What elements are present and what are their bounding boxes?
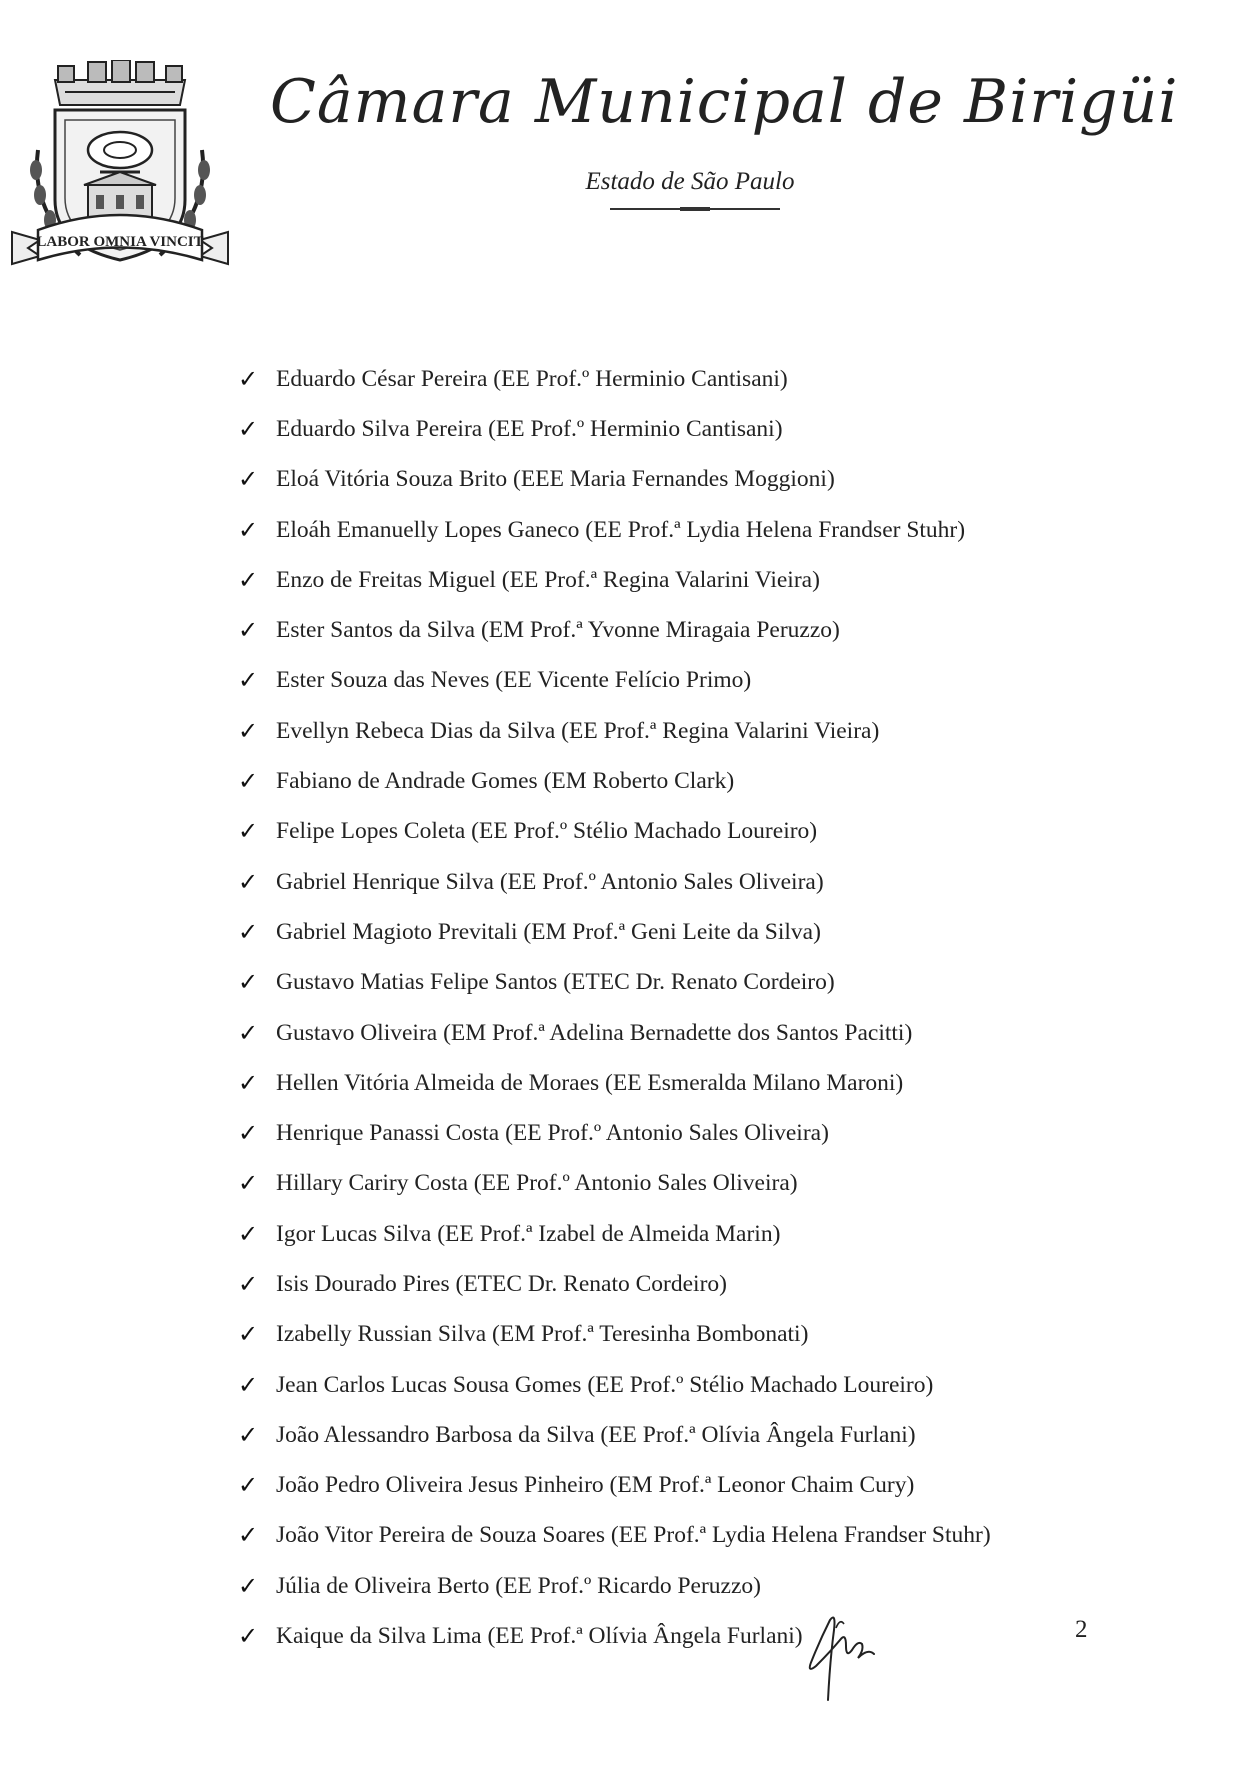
list-item	[238, 505, 991, 555]
student-entry-text: Enzo de Freitas Miguel (EE Prof.ª Regina Valarini Vieira)	[276, 566, 820, 593]
list-item	[238, 1360, 991, 1410]
list-item	[238, 1259, 991, 1309]
list-item	[238, 1511, 991, 1561]
check-mark-icon: ✓	[238, 1171, 259, 1198]
check-mark-icon: ✓	[238, 970, 259, 997]
check-mark-icon: ✓	[238, 718, 259, 745]
student-entry-text: Eduardo César Pereira (EE Prof.º Herminio Cantisani)	[276, 365, 788, 392]
list-item	[238, 455, 991, 505]
check-mark-icon: ✓	[238, 869, 259, 896]
list-item	[238, 1058, 991, 1108]
page-subtitle: Estado de São Paulo	[585, 168, 795, 195]
list-item	[238, 756, 991, 806]
check-mark-icon: ✓	[238, 517, 259, 544]
list-item	[238, 555, 991, 605]
list-item	[238, 907, 991, 957]
check-mark-icon: ✓	[238, 1624, 259, 1651]
check-mark-icon: ✓	[238, 1271, 259, 1298]
list-item	[238, 1461, 991, 1511]
list-item	[238, 656, 991, 706]
check-mark-icon: ✓	[238, 1020, 259, 1047]
check-mark-icon: ✓	[238, 1121, 259, 1148]
student-entry-text: Gabriel Magioto Previtali (EM Prof.ª Geni Leite da Silva)	[276, 918, 821, 945]
crest-motto: LABOR OMNIA VINCIT	[36, 234, 204, 250]
list-item	[238, 857, 991, 907]
student-list	[238, 354, 991, 1662]
list-item	[238, 1159, 991, 1209]
check-mark-icon: ✓	[238, 618, 259, 645]
page-title: Câmara Municipal de Birigüi	[270, 67, 1179, 137]
check-mark-icon: ✓	[238, 467, 259, 494]
student-entry-text: Hellen Vitória Almeida de Moraes (EE Esmeralda Milano Maroni)	[276, 1069, 904, 1096]
check-mark-icon: ✓	[238, 366, 259, 393]
student-entry-text: João Pedro Oliveira Jesus Pinheiro (EM Prof.ª Leonor Chaim Cury)	[276, 1472, 915, 1499]
check-mark-icon: ✓	[238, 919, 259, 946]
check-mark-icon: ✓	[238, 1221, 259, 1248]
student-entry-text: Gustavo Oliveira (EM Prof.ª Adelina Bernadette dos Santos Pacitti)	[276, 1019, 913, 1046]
student-entry-text: Isis Dourado Pires (ETEC Dr. Renato Cordeiro)	[276, 1270, 727, 1297]
student-entry-text: Júlia de Oliveira Berto (EE Prof.º Ricardo Peruzzo)	[276, 1572, 761, 1599]
student-entry-text: Evellyn Rebeca Dias da Silva (EE Prof.ª Regina Valarini Vieira)	[276, 717, 880, 744]
list-item	[238, 807, 991, 857]
student-entry-text: Gabriel Henrique Silva (EE Prof.º Antonio Sales Oliveira)	[276, 868, 824, 895]
list-item	[238, 605, 991, 655]
check-mark-icon: ✓	[238, 567, 259, 594]
check-mark-icon: ✓	[238, 1523, 259, 1550]
student-entry-text: Izabelly Russian Silva (EM Prof.ª Teresinha Bombonati)	[276, 1321, 809, 1348]
list-item	[238, 404, 991, 454]
student-entry-text: Jean Carlos Lucas Sousa Gomes (EE Prof.º Stélio Machado Loureiro)	[276, 1371, 934, 1398]
list-item	[238, 1008, 991, 1058]
student-entry-text: Gustavo Matias Felipe Santos (ETEC Dr. Renato Cordeiro)	[276, 969, 835, 996]
student-entry-text: Kaique da Silva Lima (EE Prof.ª Olívia Ângela Furlani)	[276, 1623, 803, 1650]
check-mark-icon: ✓	[238, 416, 259, 443]
check-mark-icon: ✓	[238, 1070, 259, 1097]
check-mark-icon: ✓	[238, 1322, 259, 1349]
municipal-crest-logo	[10, 60, 230, 300]
student-entry-text: Felipe Lopes Coleta (EE Prof.º Stélio Machado Loureiro)	[276, 818, 818, 845]
list-item	[238, 1410, 991, 1460]
subtitle-divider	[610, 208, 780, 210]
check-mark-icon: ✓	[238, 819, 259, 846]
check-mark-icon: ✓	[238, 1573, 259, 1600]
student-entry-text: Ester Santos da Silva (EM Prof.ª Yvonne Miragaia Peruzzo)	[276, 617, 840, 644]
student-entry-text: Fabiano de Andrade Gomes (EM Roberto Clark)	[276, 768, 735, 795]
student-entry-text: João Vitor Pereira de Souza Soares (EE Prof.ª Lydia Helena Frandser Stuhr)	[276, 1522, 991, 1549]
student-entry-text: Igor Lucas Silva (EE Prof.ª Izabel de Almeida Marin)	[276, 1220, 781, 1247]
handwritten-signature	[790, 1600, 900, 1710]
student-entry-text: Ester Souza das Neves (EE Vicente Felício Primo)	[276, 667, 752, 694]
student-entry-text: Henrique Panassi Costa (EE Prof.º Antonio Sales Oliveira)	[276, 1120, 829, 1147]
page-number: 2	[1075, 1616, 1088, 1643]
check-mark-icon: ✓	[238, 668, 259, 695]
list-item	[238, 958, 991, 1008]
check-mark-icon: ✓	[238, 1422, 259, 1449]
check-mark-icon: ✓	[238, 1473, 259, 1500]
list-item	[238, 1108, 991, 1158]
student-entry-text: Hillary Cariry Costa (EE Prof.º Antonio Sales Oliveira)	[276, 1170, 798, 1197]
student-entry-text: João Alessandro Barbosa da Silva (EE Prof.ª Olívia Ângela Furlani)	[276, 1421, 916, 1448]
student-entry-text: Eloá Vitória Souza Brito (EEE Maria Fernandes Moggioni)	[276, 466, 835, 493]
student-entry-text: Eloáh Emanuelly Lopes Ganeco (EE Prof.ª Lydia Helena Frandser Stuhr)	[276, 516, 966, 543]
list-item	[238, 1209, 991, 1259]
check-mark-icon: ✓	[238, 769, 259, 796]
list-item	[238, 706, 991, 756]
check-mark-icon: ✓	[238, 1372, 259, 1399]
list-item	[238, 354, 991, 404]
student-entry-text: Eduardo Silva Pereira (EE Prof.º Herminio Cantisani)	[276, 415, 783, 442]
list-item	[238, 1310, 991, 1360]
